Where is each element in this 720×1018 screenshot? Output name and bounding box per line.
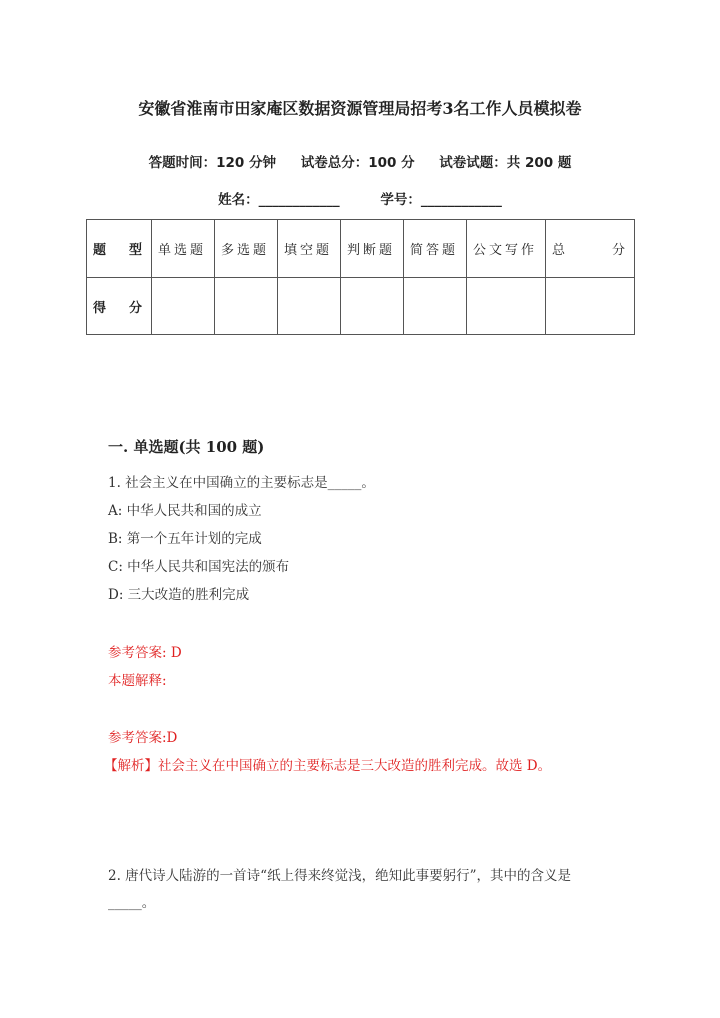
analysis: 【解析】社会主义在中国确立的主要标志是三大改造的胜利完成。故选 D。 <box>104 758 552 774</box>
exam-time: 答题时间：120 分钟 <box>148 155 276 171</box>
table-header: 简答题 <box>404 220 467 278</box>
table-header: 总 分 <box>546 220 635 278</box>
answer: 参考答案: D <box>108 645 182 661</box>
student-info <box>0 188 720 208</box>
table-header: 多选题 <box>215 220 278 278</box>
id-field: 学号：____________ <box>380 192 502 208</box>
name-field: 姓名：____________ <box>218 192 340 208</box>
score-cell[interactable] <box>467 278 546 335</box>
table-header: 判断题 <box>341 220 404 278</box>
score-cell[interactable] <box>152 278 215 335</box>
page-title: 安徽省淮南市田家庵区数据资源管理局招考3名工作人员模拟卷 <box>138 99 582 118</box>
option-d: D: 三大改造的胜利完成 <box>108 587 250 603</box>
table-header: 单选题 <box>152 220 215 278</box>
score-cell[interactable] <box>341 278 404 335</box>
question-stem: 1. 社会主义在中国确立的主要标志是_____。 <box>108 475 375 491</box>
score-cell[interactable] <box>215 278 278 335</box>
section-title: 一. 单选题(共 100 题) <box>108 438 265 456</box>
exam-count: 试卷试题：共 200 题 <box>439 155 572 171</box>
answer-repeat: 参考答案:D <box>108 730 178 746</box>
table-header: 填空题 <box>278 220 341 278</box>
score-row <box>87 278 635 335</box>
score-cell[interactable] <box>404 278 467 335</box>
score-cell[interactable] <box>278 278 341 335</box>
row-label: 得 分 <box>87 278 152 335</box>
question-stem-cont: _____。 <box>108 895 156 911</box>
option-b: B: 第一个五年计划的完成 <box>108 531 262 547</box>
table-header: 公文写作 <box>467 220 546 278</box>
question-stem: 2. 唐代诗人陆游的一首诗“纸上得来终觉浅，绝知此事要躬行”，其中的含义是 <box>108 868 571 884</box>
score-table <box>86 219 635 335</box>
exam-info <box>0 151 720 171</box>
explanation-label: 本题解释: <box>108 673 167 689</box>
option-a: A: 中华人民共和国的成立 <box>108 503 262 519</box>
exam-total: 试卷总分：100 分 <box>300 155 415 171</box>
table-header-row <box>87 220 635 278</box>
table-header: 题 型 <box>87 220 152 278</box>
score-cell[interactable] <box>546 278 635 335</box>
option-c: C: 中华人民共和国宪法的颁布 <box>108 559 290 575</box>
